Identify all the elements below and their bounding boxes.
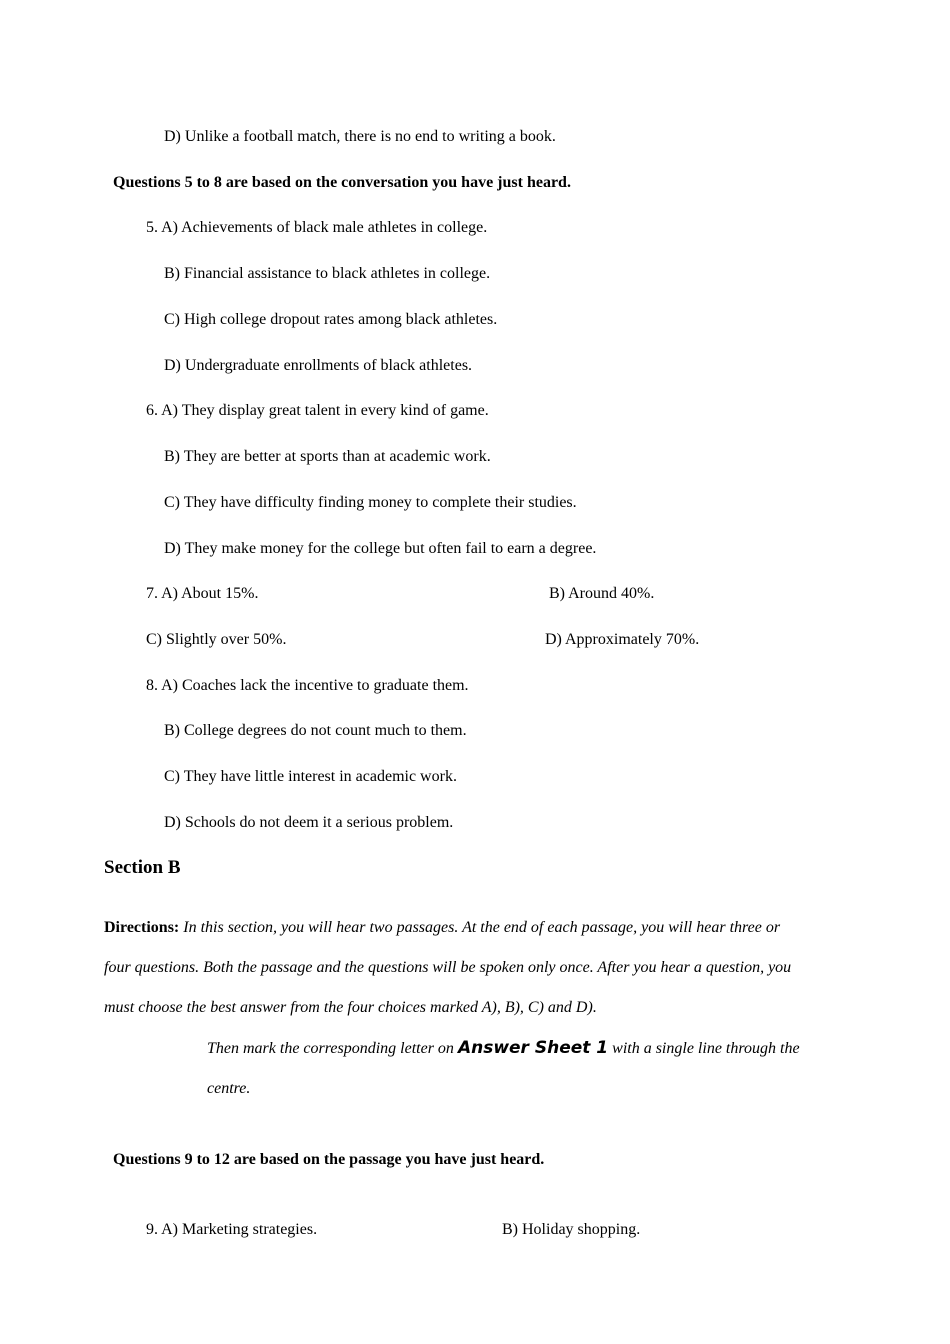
directions-line-2: four questions. Both the passage and the questions will be spoken only once. After you hear a question, you (104, 959, 792, 976)
q7-option-c: C) Slightly over 50%. (146, 631, 287, 648)
q8-option-a: 8. A) Coaches lack the incentive to graduate them. (146, 677, 469, 694)
q4-option-d: D) Unlike a football match, there is no end to writing a book. (164, 128, 556, 145)
answer-sheet-label: Answer Sheet 1 (457, 1038, 609, 1058)
q6-option-b: B) They are better at sports than at academic work. (164, 448, 491, 465)
questions-5-8-heading: Questions 5 to 8 are based on the conversation you have just heard. (113, 174, 571, 191)
directions-label: Directions: (104, 919, 180, 936)
q6-option-a: 6. A) They display great talent in every kind of game. (146, 402, 489, 419)
directions-line-1 (104, 918, 780, 938)
q7-option-b: B) Around 40%. (549, 585, 655, 602)
q7-option-a: 7. A) About 15%. (146, 585, 259, 602)
q5-option-b: B) Financial assistance to black athletes in college. (164, 265, 491, 282)
q6-option-c: C) They have difficulty finding money to complete their studies. (164, 494, 577, 511)
directions-line-3: must choose the best answer from the four choices marked A), B), C) and D). (104, 999, 597, 1016)
q5-option-a: 5. A) Achievements of black male athletes in college. (146, 219, 488, 236)
q7-option-d: D) Approximately 70%. (545, 631, 700, 648)
q9-option-a: 9. A) Marketing strategies. (146, 1221, 318, 1238)
q8-option-d: D) Schools do not deem it a serious problem. (164, 814, 454, 831)
then-mark-line-2: centre. (207, 1080, 251, 1097)
q5-option-d: D) Undergraduate enrollments of black athletes. (164, 357, 473, 374)
then-mark-prefix: Then mark the corresponding letter on (207, 1040, 454, 1057)
q8-option-c: C) They have little interest in academic work. (164, 768, 457, 785)
section-b-heading: Section B (104, 857, 181, 878)
q8-option-b: B) College degrees do not count much to them. (164, 722, 467, 739)
questions-9-12-heading: Questions 9 to 12 are based on the passage you have just heard. (113, 1151, 545, 1168)
q9-option-b: B) Holiday shopping. (502, 1221, 641, 1238)
q5-option-c: C) High college dropout rates among black athletes. (164, 311, 498, 328)
then-mark-suffix: with a single line through the (612, 1040, 800, 1057)
q6-option-d: D) They make money for the college but often fail to earn a degree. (164, 540, 597, 557)
then-mark-line (207, 1038, 800, 1059)
directions-text-1: In this section, you will hear two passages. At the end of each passage, you will hear three or (183, 919, 781, 936)
